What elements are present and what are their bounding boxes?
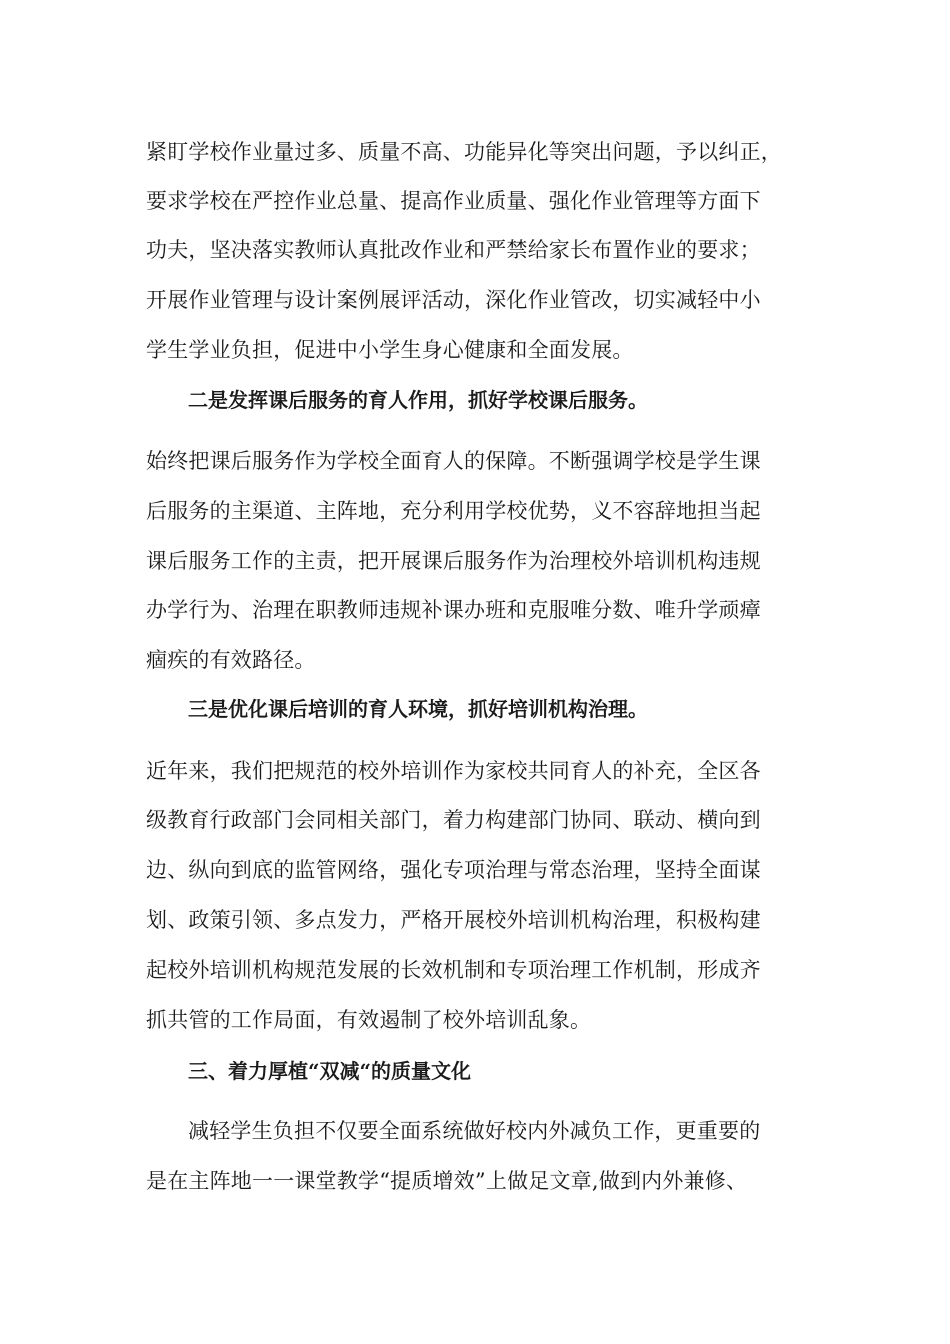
paragraph-line: 紧盯学校作业量过多、质量不高、功能异化等突出问题，予以纠正， [146, 140, 782, 164]
paragraph-line: 痼疾的有效路径。 [146, 648, 316, 672]
paragraph-line: 边、纵向到底的监管网络，强化专项治理与常态治理，坚持全面谋 [146, 858, 761, 882]
subheading-training-institutions: 三是优化课后培训的育人环境，抓好培训机构治理。 [188, 697, 648, 721]
paragraph-line: 办学行为、治理在职教师违规补课办班和克服唯分数、唯升学顽瘴 [146, 598, 761, 622]
paragraph-line: 课后服务工作的主责，把开展课后服务作为治理校外培训机构违规 [146, 549, 761, 573]
paragraph-line: 开展作业管理与设计案例展评活动，深化作业管改，切实减轻中小 [146, 288, 761, 312]
paragraph-line: 划、政策引领、多点发力，严格开展校外培训机构治理，积极构建 [146, 908, 761, 932]
paragraph-line: 功夫，坚决落实教师认真批改作业和严禁给家长布置作业的要求； [146, 238, 761, 262]
paragraph-line: 要求学校在严控作业总量、提高作业质量、强化作业管理等方面下 [146, 189, 761, 213]
paragraph-line: 减轻学生负担不仅要全面系统做好校内外减负工作，更重要的 [188, 1119, 761, 1143]
paragraph-line: 抓共管的工作局面，有效遏制了校外培训乱象。 [146, 1008, 592, 1032]
paragraph-line: 近年来，我们把规范的校外培训作为家校共同育人的补充，全区各 [146, 759, 761, 783]
paragraph-line: 后服务的主渠道、主阵地，充分利用学校优势，义不容辞地担当起 [146, 499, 761, 523]
paragraph-line: 学生学业负担，促进中小学生身心健康和全面发展。 [146, 338, 634, 362]
paragraph-line: 级教育行政部门会同相关部门，着力构建部门协同、联动、横向到 [146, 808, 761, 832]
paragraph-line: 始终把课后服务作为学校全面育人的保障。不断强调学校是学生课 [146, 449, 761, 473]
section-heading-quality-culture: 三、着力厚植“双减“的质量文化 [188, 1059, 472, 1083]
paragraph-line: 是在主阵地一一课堂教学“提质增效”上做足文章,做到内外兼修、 [146, 1169, 748, 1193]
paragraph-line: 起校外培训机构规范发展的长效机制和专项治理工作机制，形成齐 [146, 958, 761, 982]
subheading-after-school-service: 二是发挥课后服务的育人作用，抓好学校课后服务。 [188, 388, 648, 412]
